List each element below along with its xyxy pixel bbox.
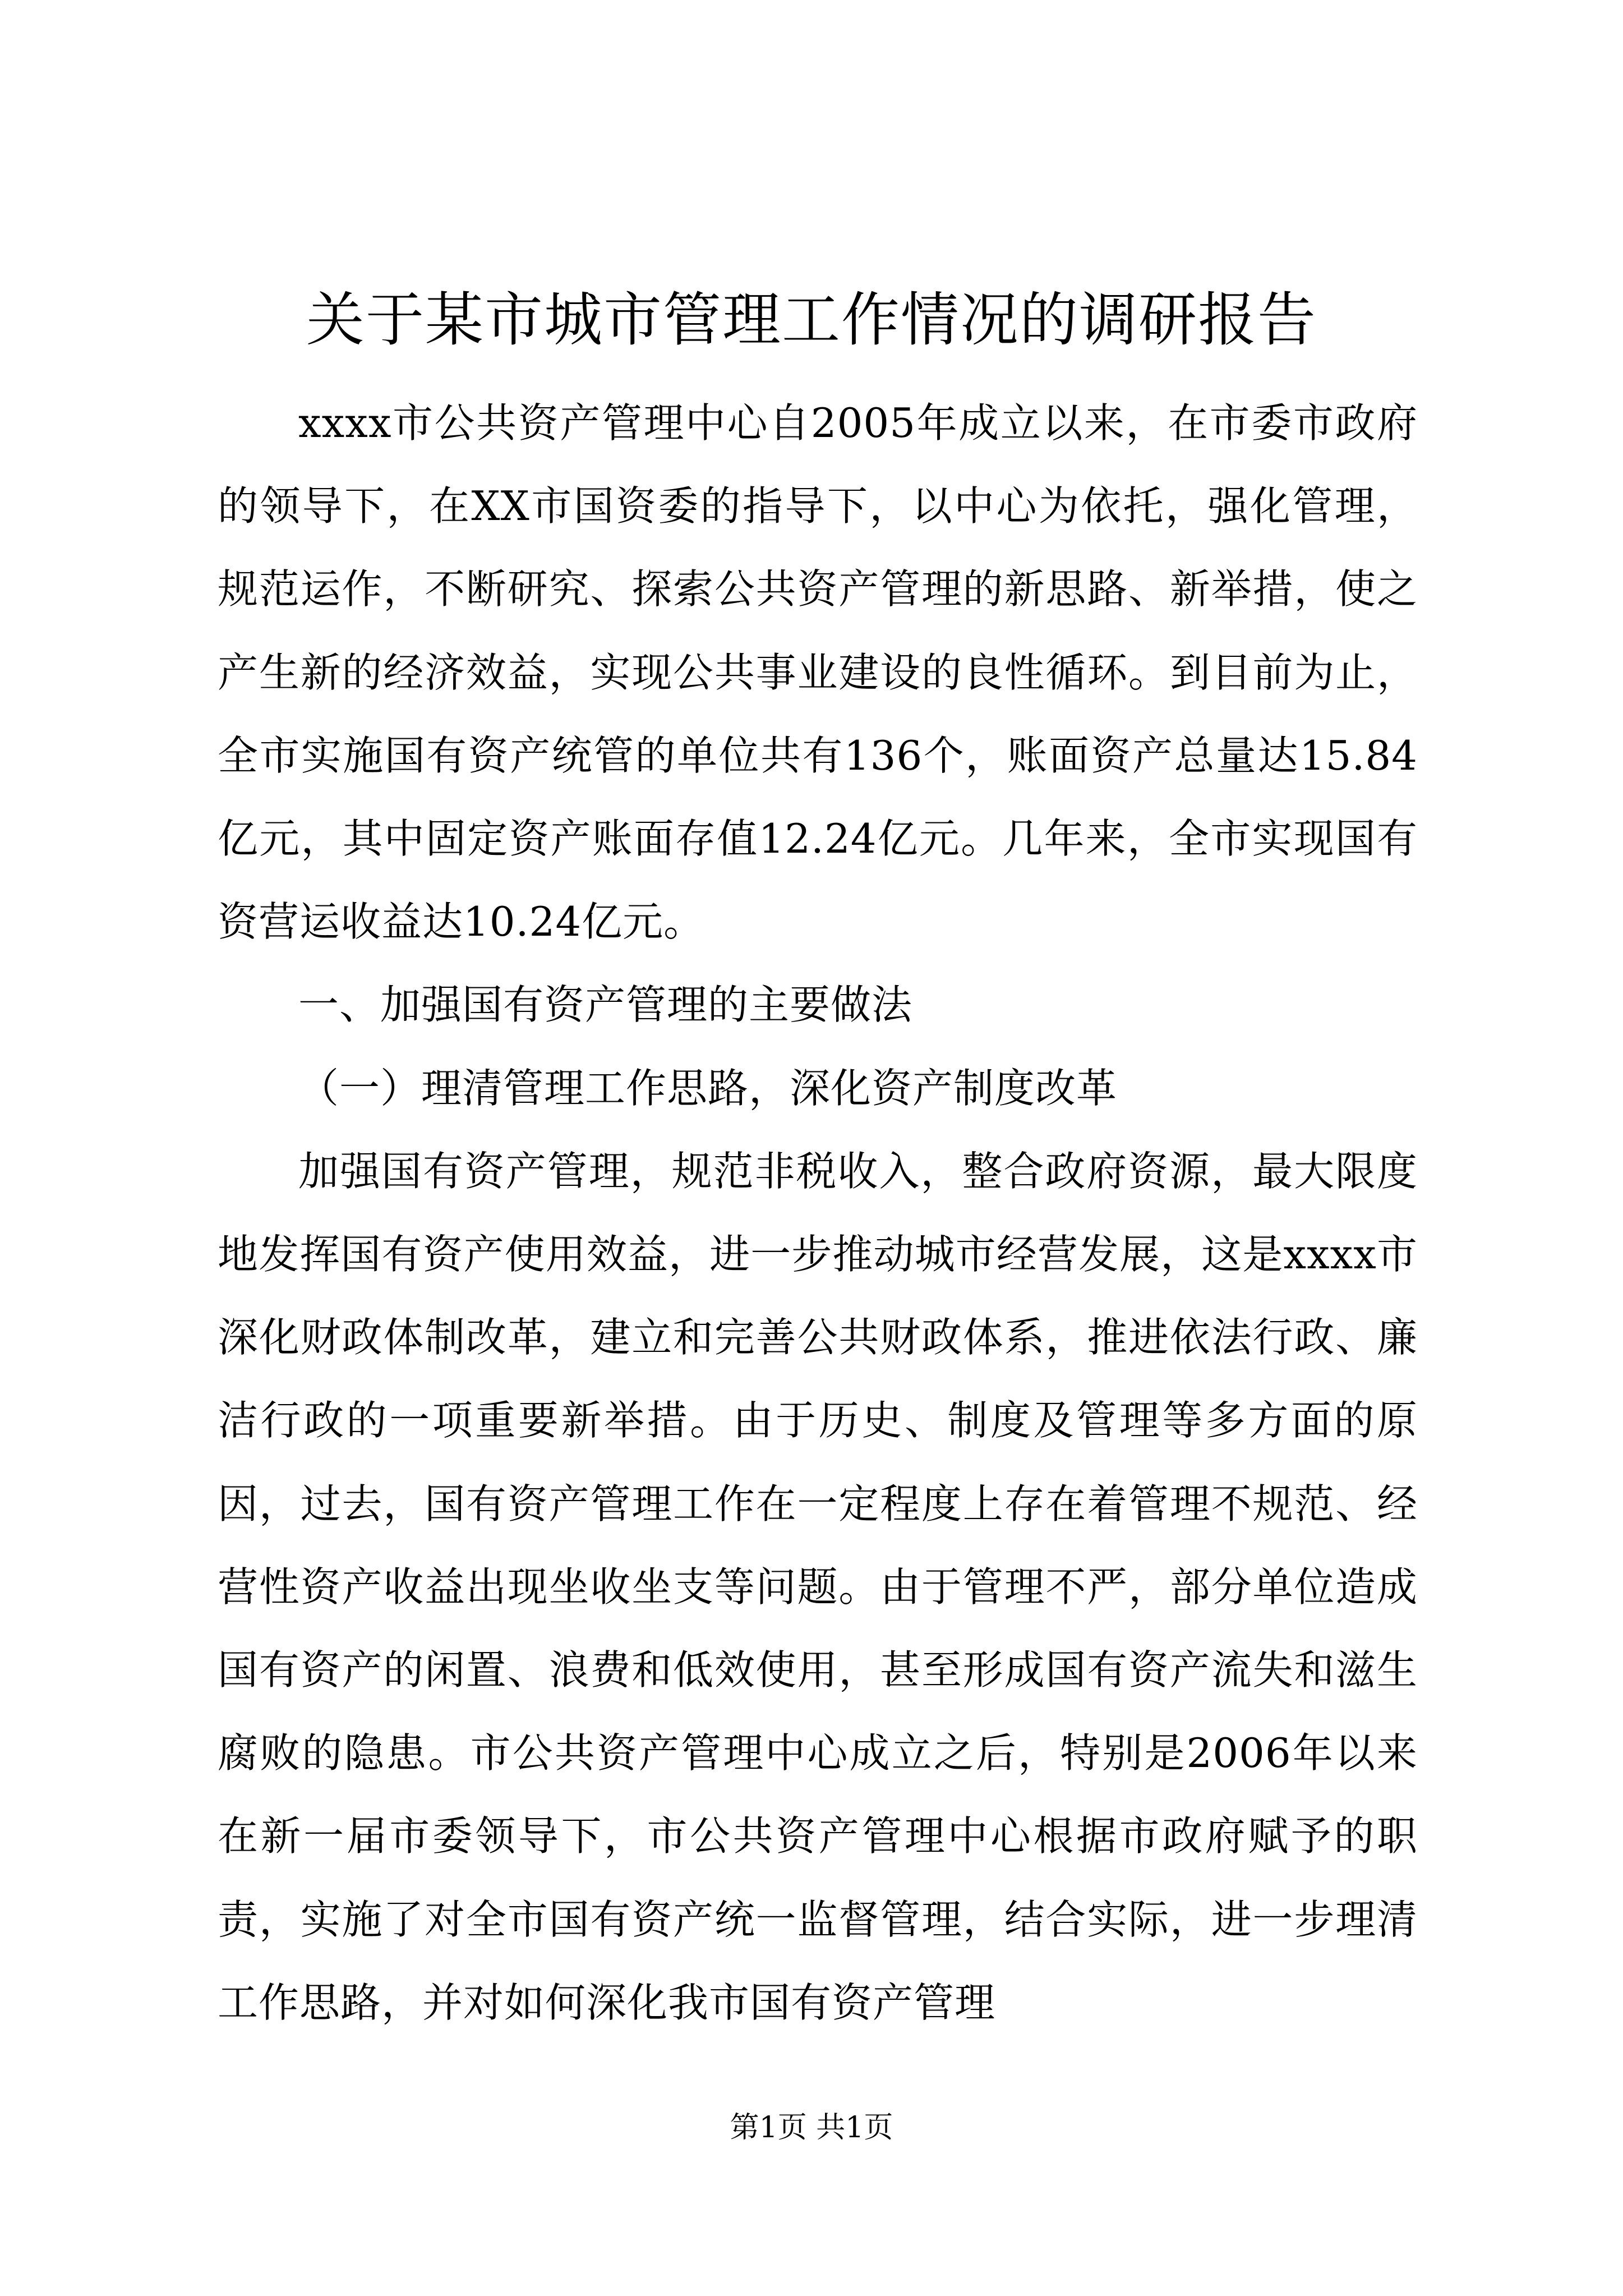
paragraph-intro: xxxx市公共资产管理中心自2005年成立以来，在市委市政府的领导下，在XX市国资委的指导下，以中心为依托，强化管理，规范运作，不断研究、探索公共资产管理的新思路、新举措，使之产生新的经济效益，实现公共事业建设的良性循环。到目前为止，全市实施国有资产统管的单位共有136个，账面资产总量达15.84亿元，其中固定资产账面存值12.24亿元。几年来，全市实现国有资营运收益达10.24亿元。 — [218, 399, 1418, 946]
section-heading: 一、加强国有资产管理的主要做法 — [298, 981, 913, 1029]
document-body — [218, 381, 1418, 2044]
document-title: 关于某市城市管理工作情况的调研报告 — [306, 286, 1317, 354]
page-footer: 第1页 共1页 — [730, 2111, 893, 2145]
subsection-heading: （一）理清管理工作思路，深化资产制度改革 — [298, 1064, 1118, 1112]
paragraph-body: 加强国有资产管理，规范非税收入，整合政府资源，最大限度地发挥国有资产使用效益，进一步推动城市经营发展，这是xxxx市深化财政体制改革，建立和完善公共财政体系，推进依法行政、廉洁行政的一项重要新举措。由于历史、制度及管理等多方面的原因，过去，国有资产管理工作在一定程度上存在着管理不规范、经营性资产收益出现坐收坐支等问题。由于管理不严，部分单位造成国有资产的闲置、浪费和低效使用，甚至形成国有资产流失和滋生腐败的隐患。市公共资产管理中心成立之后，特别是2006年以来在新一届市委领导下，市公共资产管理中心根据市政府赋予的职责，实施了对全市国有资产统一监督管理，结合实际，进一步理清工作思路，并对如何深化我市国有资产管理 — [218, 1147, 1418, 2026]
